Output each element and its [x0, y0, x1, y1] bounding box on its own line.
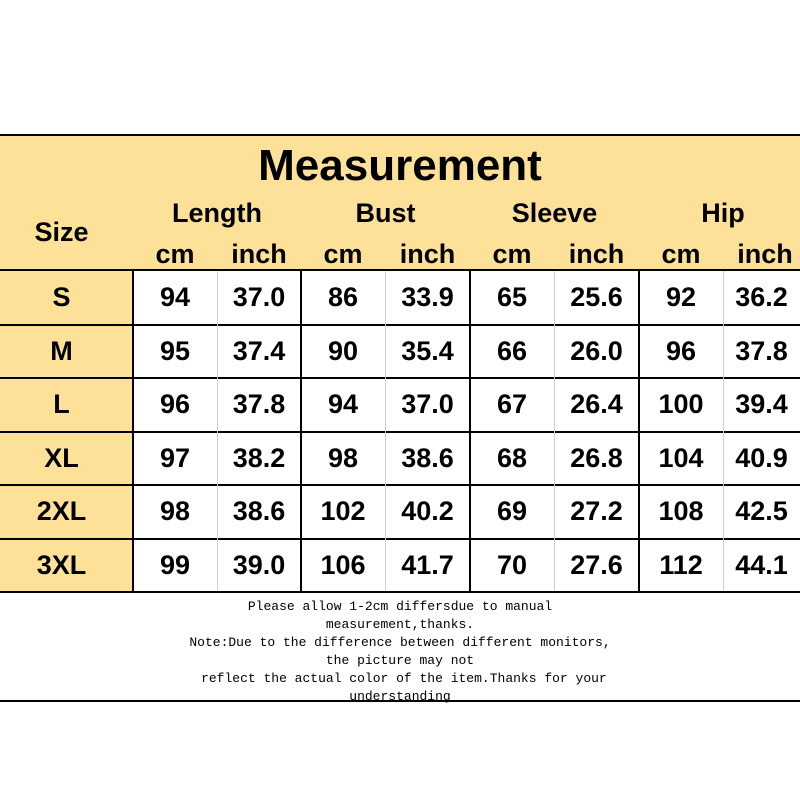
table-cell: 96 [665, 335, 697, 366]
unit-header-inch: inch [737, 239, 793, 269]
note-line: reflect the actual color of the item.Thanks for your [193, 671, 607, 686]
table-cell: 95 [159, 335, 191, 366]
table-cell: 36.2 [735, 282, 788, 312]
table-cell: 98 [327, 442, 359, 473]
note-line: measurement,thanks. [325, 617, 475, 632]
row-divider [0, 324, 800, 326]
table-cell: 38.6 [401, 442, 454, 473]
disclaimer-notes [0, 596, 800, 702]
table-cell: 96 [159, 389, 191, 419]
column-divider [723, 271, 724, 592]
table-cell: 66 [496, 335, 528, 366]
table-cell: 86 [327, 282, 359, 312]
group-header-sleeve: Sleeve [511, 198, 598, 228]
group-header-length: Length [172, 198, 262, 228]
size-column-header: Size [34, 217, 89, 247]
column-divider [385, 271, 386, 592]
row-divider [0, 484, 800, 486]
unit-header-inch: inch [568, 239, 625, 269]
column-divider [638, 271, 640, 592]
size-chart [0, 134, 800, 702]
table-cell: 106 [320, 549, 366, 580]
table-cell: 90 [327, 335, 359, 366]
table-cell: 68 [496, 442, 528, 473]
column-divider [554, 271, 555, 592]
table-cell: 37.0 [401, 389, 454, 419]
table-cell: 39.0 [232, 549, 286, 580]
table-cell: 37.4 [232, 335, 286, 366]
table-cell: 99 [159, 549, 191, 580]
unit-header-inch: inch [231, 239, 287, 269]
table-cell: 41.7 [401, 549, 454, 580]
table-cell: 65 [496, 282, 528, 312]
column-divider [217, 271, 218, 592]
note-line: the picture may not [325, 653, 475, 668]
group-header-bust: Bust [355, 198, 416, 228]
unit-header-inch: inch [399, 239, 456, 269]
table-cell: 37.0 [232, 282, 286, 312]
table-cell: 40.9 [735, 442, 788, 473]
row-divider [0, 538, 800, 540]
table-cell: 35.4 [401, 335, 454, 366]
size-label: 2XL [36, 496, 87, 526]
page-title: Measurement [258, 141, 542, 190]
column-divider [469, 271, 471, 592]
note-line: understanding [349, 689, 451, 704]
size-label: S [52, 282, 71, 312]
table-cell: 94 [159, 282, 191, 312]
table-cell: 40.2 [401, 496, 454, 526]
table-cell: 27.6 [570, 549, 623, 580]
size-label: M [50, 335, 73, 366]
table-bottom-border [0, 591, 800, 593]
table-cell: 108 [658, 496, 704, 526]
column-divider [300, 271, 302, 592]
table-cell: 37.8 [232, 389, 286, 419]
table-cell: 97 [159, 442, 191, 473]
table-header [0, 134, 800, 271]
unit-header-cm: cm [492, 239, 532, 269]
table-cell: 69 [496, 496, 528, 526]
row-divider [0, 377, 800, 379]
size-label: XL [44, 442, 79, 473]
note-line: Please allow 1-2cm differsdue to manual [247, 599, 553, 614]
table-cell: 38.6 [232, 496, 286, 526]
table-cell: 26.8 [570, 442, 623, 473]
table-cell: 33.9 [401, 282, 454, 312]
note-line: Note:Due to the difference between different monitors, [189, 635, 611, 650]
table-cell: 38.2 [232, 442, 286, 473]
table-cell: 94 [327, 389, 359, 419]
table-cell: 26.4 [570, 389, 623, 419]
size-label: 3XL [36, 549, 87, 580]
table-cell: 39.4 [735, 389, 788, 419]
table-cell: 70 [496, 549, 528, 580]
size-label: L [53, 389, 70, 419]
table-cell: 26.0 [570, 335, 623, 366]
table-cell: 102 [320, 496, 366, 526]
group-header-hip: Hip [701, 198, 745, 228]
table-cell: 67 [496, 389, 528, 419]
table-cell: 104 [658, 442, 704, 473]
table-cell: 37.8 [735, 335, 788, 366]
unit-header-cm: cm [661, 239, 701, 269]
table-cell: 42.5 [735, 496, 788, 526]
table-cell: 25.6 [570, 282, 623, 312]
table-cell: 112 [659, 549, 703, 580]
table-cell: 44.1 [735, 549, 788, 580]
unit-header-cm: cm [323, 239, 363, 269]
table-cell: 98 [159, 496, 191, 526]
table-cell: 92 [665, 282, 697, 312]
table-cell: 100 [658, 389, 704, 419]
unit-header-cm: cm [155, 239, 195, 269]
table-cell: 27.2 [570, 496, 623, 526]
column-divider [132, 271, 134, 592]
row-divider [0, 431, 800, 433]
